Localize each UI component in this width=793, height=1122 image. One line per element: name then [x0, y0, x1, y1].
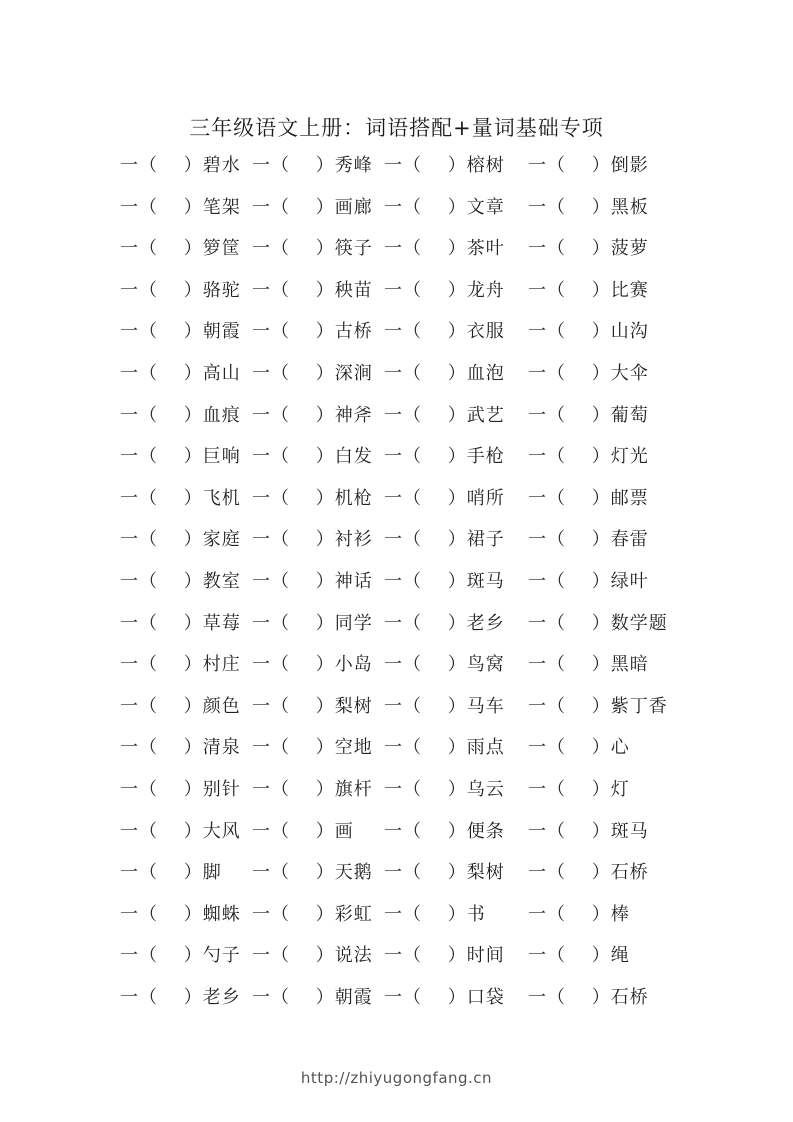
exercise-item: 一（ ）骆驼 — [120, 279, 241, 301]
exercise-row — [120, 187, 720, 229]
exercise-item: 一（ ）说法 — [252, 945, 373, 967]
exercise-item: 一（ ）大风 — [120, 820, 241, 842]
exercise-item: 一（ ）朝霞 — [252, 986, 373, 1008]
exercise-item: 一（ ）深涧 — [252, 362, 373, 384]
exercise-row — [120, 311, 720, 353]
exercise-item: 一（ ）乌云 — [384, 778, 505, 800]
exercise-item: 一（ ）茶叶 — [384, 238, 505, 260]
exercise-item: 一（ ）天鹅 — [252, 862, 373, 884]
exercise-item: 一（ ）画 — [252, 820, 354, 842]
exercise-item: 一（ ）画廊 — [252, 196, 373, 218]
exercise-item: 一（ ）草莓 — [120, 612, 241, 634]
footer-url: http://zhiyugongfang.cn — [300, 1069, 493, 1087]
exercise-item: 一（ ）秧苗 — [252, 279, 373, 301]
exercise-item: 一（ ）邮票 — [528, 487, 649, 509]
exercise-item: 一（ ）神斧 — [252, 404, 373, 426]
exercise-item: 一（ ）教室 — [120, 570, 241, 592]
exercise-item: 一（ ）碧水 — [120, 155, 241, 176]
exercise-item: 一（ ）葡萄 — [528, 404, 649, 426]
exercise-item: 一（ ）衣服 — [384, 321, 505, 343]
exercise-row — [120, 561, 720, 603]
exercise-row — [120, 228, 720, 270]
exercise-item: 一（ ）秀峰 — [252, 155, 373, 176]
exercise-item: 一（ ）菠萝 — [528, 238, 649, 260]
exercise-item: 一（ ）鸟窝 — [384, 654, 505, 676]
exercise-item: 一（ ）灯光 — [528, 446, 649, 468]
exercise-row — [120, 145, 720, 187]
exercise-item: 一（ ）机枪 — [252, 487, 373, 509]
exercise-item: 一（ ）高山 — [120, 362, 241, 384]
exercise-item: 一（ ）马车 — [384, 695, 505, 717]
exercise-item: 一（ ）白发 — [252, 446, 373, 468]
exercise-item: 一（ ）榕树 — [384, 155, 505, 176]
exercise-item: 一（ ）箩筐 — [120, 238, 241, 260]
exercise-row — [120, 353, 720, 395]
exercise-item: 一（ ）梨树 — [384, 862, 505, 884]
exercise-item: 一（ ）古桥 — [252, 321, 373, 343]
exercise-row — [120, 395, 720, 437]
exercise-item: 一（ ）裙子 — [384, 529, 505, 551]
exercise-item: 一（ ）比赛 — [528, 279, 649, 301]
exercise-item: 一（ ）石桥 — [528, 862, 649, 884]
exercise-item: 一（ ）斑马 — [528, 820, 649, 842]
exercise-row — [120, 894, 720, 936]
exercise-row — [120, 811, 720, 853]
exercise-row — [120, 603, 720, 645]
exercise-item: 一（ ）空地 — [252, 737, 373, 759]
exercise-item: 一（ ）文章 — [384, 196, 505, 218]
exercise-item: 一（ ）家庭 — [120, 529, 241, 551]
exercise-item: 一（ ）同学 — [252, 612, 373, 634]
exercise-item: 一（ ）棒 — [528, 903, 630, 925]
exercise-item: 一（ ）梨树 — [252, 695, 373, 717]
exercise-item: 一（ ）紫丁香 — [528, 695, 668, 717]
exercise-item: 一（ ）手枪 — [384, 446, 505, 468]
exercise-item: 一（ ）心 — [528, 737, 630, 759]
exercise-item: 一（ ）血痕 — [120, 404, 241, 426]
exercise-item: 一（ ）笔架 — [120, 196, 241, 218]
exercise-item: 一（ ）时间 — [384, 945, 505, 967]
exercise-item: 一（ ）旗杆 — [252, 778, 373, 800]
exercise-item: 一（ ）村庄 — [120, 654, 241, 676]
exercise-item: 一（ ）小岛 — [252, 654, 373, 676]
exercise-item: 一（ ）数学题 — [528, 612, 668, 634]
exercise-row — [120, 270, 720, 312]
exercise-item: 一（ ）哨所 — [384, 487, 505, 509]
exercise-row — [120, 769, 720, 811]
exercise-item: 一（ ）灯 — [528, 778, 630, 800]
exercise-item: 一（ ）朝霞 — [120, 321, 241, 343]
exercise-item: 一（ ）清泉 — [120, 737, 241, 759]
exercise-item: 一（ ）脚 — [120, 862, 222, 884]
exercise-item: 一（ ）衬衫 — [252, 529, 373, 551]
exercise-row — [120, 852, 720, 894]
exercise-item: 一（ ）武艺 — [384, 404, 505, 426]
exercise-item: 一（ ）倒影 — [528, 155, 649, 176]
exercise-item: 一（ ）颜色 — [120, 695, 241, 717]
exercise-item: 一（ ）斑马 — [384, 570, 505, 592]
exercise-item: 一（ ）龙舟 — [384, 279, 505, 301]
exercise-item: 一（ ）绿叶 — [528, 570, 649, 592]
exercise-item: 一（ ）口袋 — [384, 986, 505, 1008]
exercise-item: 一（ ）飞机 — [120, 487, 241, 509]
exercise-item: 一（ ）书 — [384, 903, 486, 925]
exercise-item: 一（ ）神话 — [252, 570, 373, 592]
exercise-list — [120, 145, 720, 1018]
exercise-item: 一（ ）彩虹 — [252, 903, 373, 925]
exercise-row — [120, 977, 720, 1019]
page-title: 三年级语文上册：词语搭配+量词基础专项 — [189, 116, 604, 140]
exercise-item: 一（ ）老乡 — [384, 612, 505, 634]
exercise-item: 一（ ）老乡 — [120, 986, 241, 1008]
exercise-row — [120, 519, 720, 561]
exercise-item: 一（ ）黑暗 — [528, 654, 649, 676]
exercise-item: 一（ ）春雷 — [528, 529, 649, 551]
exercise-item: 一（ ）勺子 — [120, 945, 241, 967]
exercise-item: 一（ ）山沟 — [528, 321, 649, 343]
exercise-row — [120, 727, 720, 769]
exercise-item: 一（ ）蜘蛛 — [120, 903, 241, 925]
exercise-row — [120, 436, 720, 478]
exercise-item: 一（ ）筷子 — [252, 238, 373, 260]
exercise-item: 一（ ）石桥 — [528, 986, 649, 1008]
exercise-item: 一（ ）大伞 — [528, 362, 649, 384]
exercise-item: 一（ ）巨响 — [120, 446, 241, 468]
exercise-item: 一（ ）雨点 — [384, 737, 505, 759]
exercise-row — [120, 935, 720, 977]
exercise-row — [120, 686, 720, 728]
exercise-item: 一（ ）便条 — [384, 820, 505, 842]
exercise-item: 一（ ）血泡 — [384, 362, 505, 384]
exercise-row — [120, 644, 720, 686]
exercise-item: 一（ ）别针 — [120, 778, 241, 800]
exercise-row — [120, 478, 720, 520]
exercise-item: 一（ ）黑板 — [528, 196, 649, 218]
exercise-item: 一（ ）绳 — [528, 945, 630, 967]
